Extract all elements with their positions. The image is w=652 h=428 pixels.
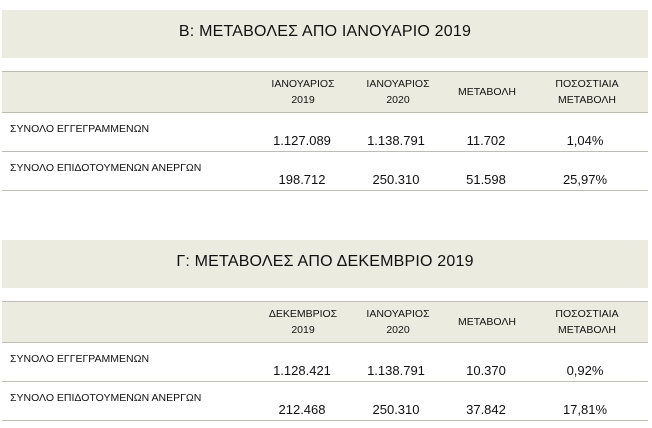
cell-value: 1,04%	[566, 133, 604, 148]
table-row	[2, 151, 648, 191]
section-c-title: Γ: ΜΕΤΑΒΟΛΕΣ ΑΠΟ ΔΕΚΕΜΒΡΙΟ 2019	[176, 253, 474, 270]
cell-value: 10.370	[466, 363, 506, 378]
row-label: ΣΥΝΟΛΟ ΕΠΙΔΟΤΟΥΜΕΝΩΝ ΑΝΕΡΓΩΝ	[10, 392, 202, 404]
header-col-2: ΙΑΝΟΥΑΡΙΟΣ 2020	[366, 78, 430, 106]
cell-value: 1.127.089	[273, 133, 331, 148]
header-col-4: ΠΟΣΟΣΤΙΑΙΑ ΜΕΤΑΒΟΛΗ	[555, 78, 619, 106]
cell-value: 0,92%	[566, 363, 604, 378]
cell-value: 37.842	[466, 402, 506, 417]
header-col-1: ΙΑΝΟΥΑΡΙΟΣ 2019	[271, 78, 335, 106]
row-label: ΣΥΝΟΛΟ ΕΓΓΕΓΡΑΜΜΕΝΩΝ	[10, 123, 150, 135]
header-col-2: ΙΑΝΟΥΑΡΙΟΣ 2020	[366, 308, 430, 336]
cell-value: 198.712	[278, 172, 326, 187]
table-row	[2, 381, 648, 421]
row-label: ΣΥΝΟΛΟ ΕΓΓΕΓΡΑΜΜΕΝΩΝ	[10, 353, 150, 365]
cell-value: 1.128.421	[273, 363, 331, 378]
cell-value: 212.468	[278, 402, 326, 417]
header-col-3: ΜΕΤΑΒΟΛΗ	[458, 86, 516, 98]
cell-value: 1.138.791	[367, 363, 425, 378]
section-c-title-band	[2, 240, 648, 288]
cell-value: 17,81%	[562, 402, 608, 417]
header-col-3: ΜΕΤΑΒΟΛΗ	[458, 316, 516, 328]
header-col-1: ΔΕΚΕΜΒΡΙΟΣ 2019	[268, 308, 338, 336]
section-c-header-row	[2, 301, 648, 342]
table-row	[2, 112, 648, 151]
cell-value: 250.310	[372, 172, 420, 187]
cell-value: 250.310	[372, 402, 420, 417]
cell-value: 1.138.791	[367, 133, 425, 148]
section-b-title-band	[2, 10, 648, 58]
table-row	[2, 342, 648, 381]
section-b-title: Β: ΜΕΤΑΒΟΛΕΣ ΑΠΟ ΙΑΝΟΥΑΡΙΟ 2019	[178, 23, 472, 40]
cell-value: 25,97%	[562, 172, 608, 187]
row-label: ΣΥΝΟΛΟ ΕΠΙΔΟΤΟΥΜΕΝΩΝ ΑΝΕΡΓΩΝ	[10, 162, 202, 174]
cell-value: 11.702	[466, 133, 506, 148]
header-col-4: ΠΟΣΟΣΤΙΑΙΑ ΜΕΤΑΒΟΛΗ	[555, 308, 619, 336]
cell-value: 51.598	[466, 172, 506, 187]
section-b-header-row	[2, 71, 648, 112]
